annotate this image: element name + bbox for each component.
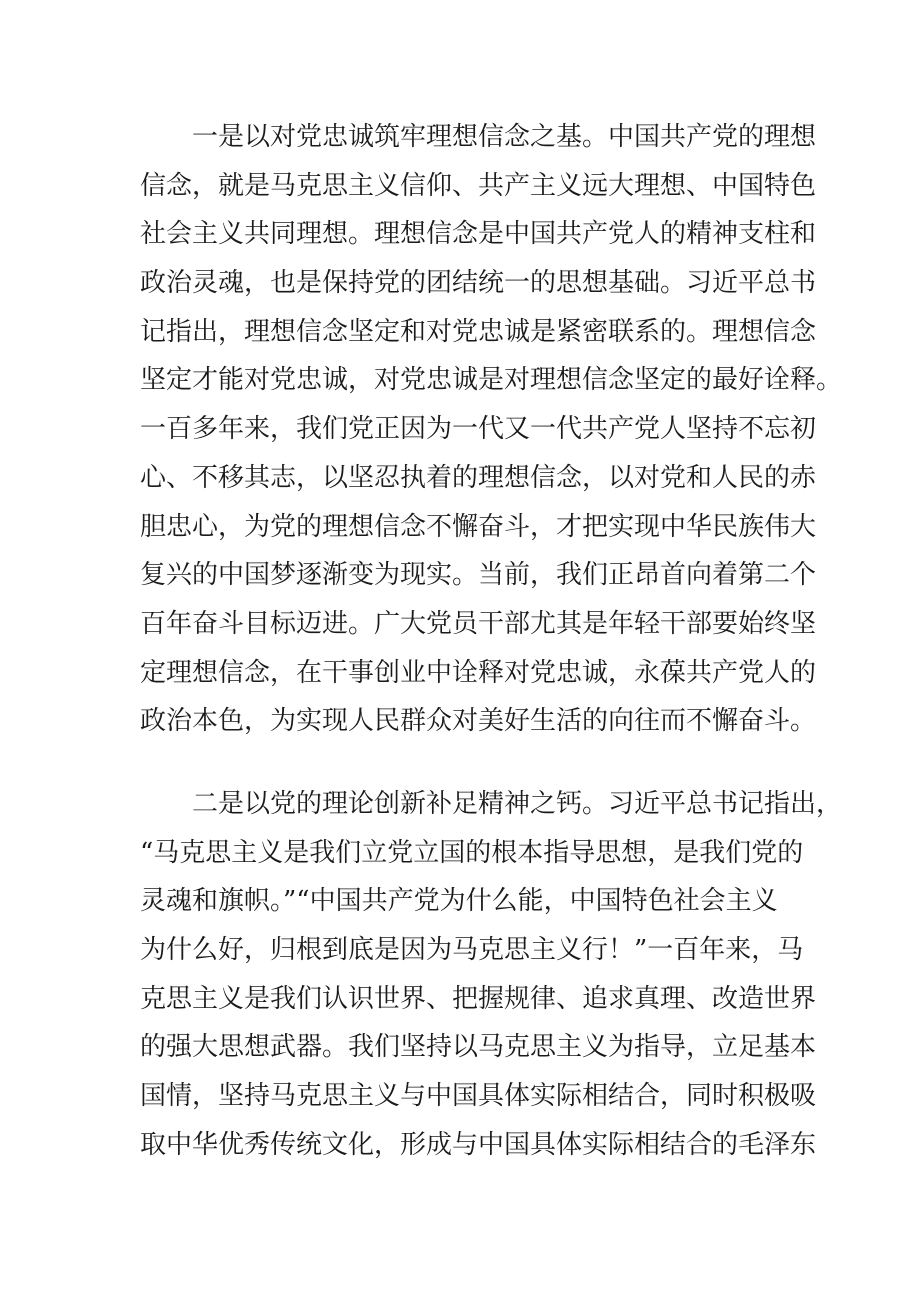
paragraph-line: 信念，就是马克思主义信仰、共产主义远大理想、中国特色 xyxy=(140,170,817,201)
paragraph-line: 百年奋斗目标迈进。广大党员干部尤其是年轻干部要始终坚 xyxy=(140,608,817,639)
paragraph-line: 定理想信念，在干事创业中诠释对党忠诚，永葆共产党人的 xyxy=(140,657,817,688)
paragraph-line: 一是以对党忠诚筑牢理想信念之基。中国共产党的理想 xyxy=(192,122,817,152)
paragraph-line: 心、不移其志，以坚忍执着的理想信念，以对党和人民的赤 xyxy=(140,462,817,493)
paragraph-line: 为什么好，归根到底是因为马克思主义行！”一百年来，马 xyxy=(140,935,804,966)
paragraph-line: 克思主义是我们认识世界、把握规律、追求真理、改造世界 xyxy=(140,983,817,1014)
paragraph-1 xyxy=(140,113,843,746)
paragraph-line: “马克思主义是我们立党立国的根本指导思想，是我们党的 xyxy=(140,837,804,868)
paragraph-line: 灵魂和旗帜。”“中国共产党为什么能，中国特色社会主义 xyxy=(140,886,778,917)
paragraph-line: 政治灵魂，也是保持党的团结统一的思想基础。习近平总书 xyxy=(140,268,817,299)
paragraph-line: 记指出，理想信念坚定和对党忠诚是紧密联系的。理想信念 xyxy=(140,316,817,347)
paragraph-line: 复兴的中国梦逐渐变为现实。当前，我们正昂首向着第二个 xyxy=(140,560,817,591)
paragraph-line: 国情，坚持马克思主义与中国具体实际相结合，同时积极吸 xyxy=(140,1081,817,1112)
paragraph-2 xyxy=(140,780,843,1170)
paragraph-line: 胆忠心，为党的理想信念不懈奋斗，才把实现中华民族伟大 xyxy=(140,511,817,542)
paragraph-line: 的强大思想武器。我们坚持以马克思主义为指导，立足基本 xyxy=(140,1032,817,1063)
paragraph-line: 一百多年来，我们党正因为一代又一代共产党人坚持不忘初 xyxy=(140,414,817,445)
paragraph-line: 社会主义共同理想。理想信念是中国共产党人的精神支柱和 xyxy=(140,219,817,250)
paragraph-line: 政治本色，为实现人民群众对美好生活的向往而不懈奋斗。 xyxy=(140,706,817,737)
paragraph-line: 坚定才能对党忠诚，对党忠诚是对理想信念坚定的最好诠释。 xyxy=(140,365,843,396)
paragraph-line: 取中华优秀传统文化，形成与中国具体实际相结合的毛泽东 xyxy=(140,1129,817,1160)
paragraph-line: 二是以党的理论创新补足精神之钙。习近平总书记指出， xyxy=(192,789,843,819)
